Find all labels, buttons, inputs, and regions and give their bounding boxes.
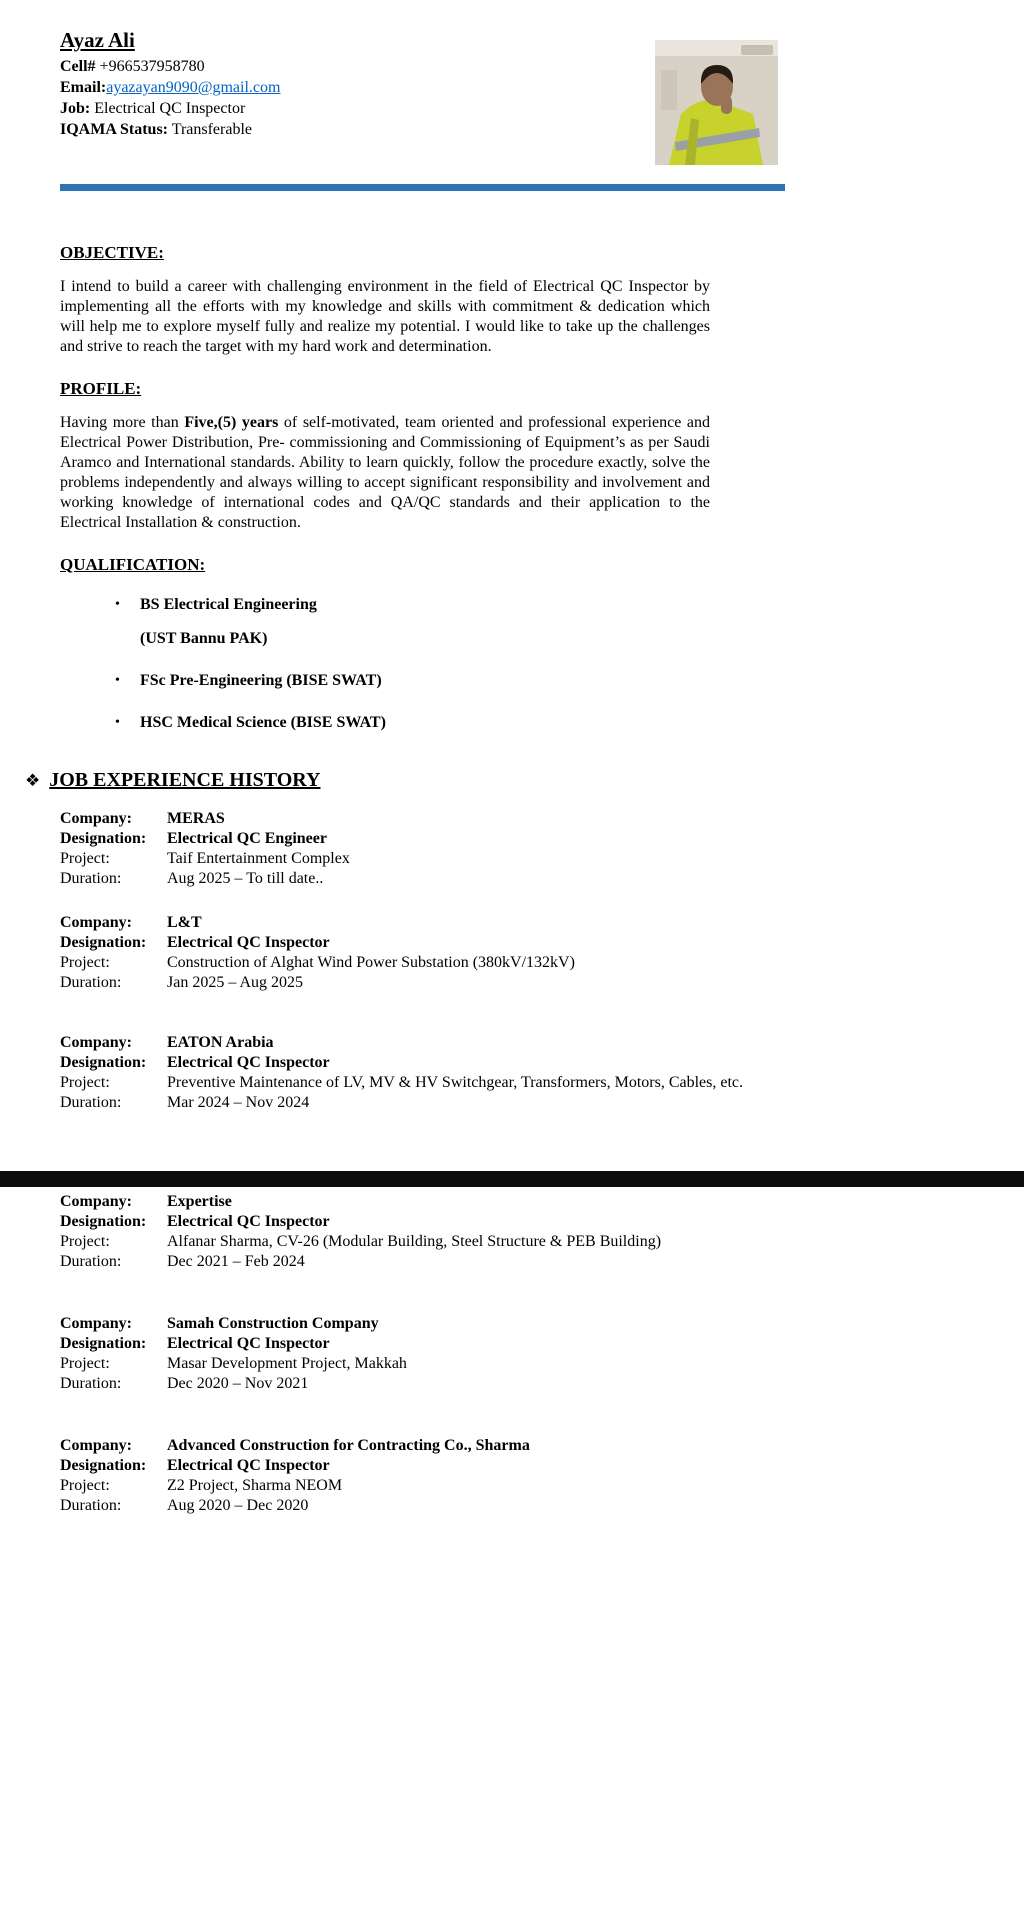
duration-value: Aug 2025 – To till date.. [167, 870, 324, 887]
project-label: Project: [60, 1477, 110, 1494]
company-value: Advanced Construction for Contracting Co., Sharma [167, 1437, 530, 1454]
duration-label: Duration: [60, 1253, 122, 1270]
email-label: Email: [60, 79, 107, 96]
company-value: L&T [167, 914, 202, 931]
company-value: Samah Construction Company [167, 1315, 379, 1332]
qualification-line: BS Electrical Engineering [140, 596, 317, 613]
project-value: Taif Entertainment Complex [167, 850, 350, 867]
job-entry-expertise [60, 1192, 980, 1272]
profile-text-lead: Having more than [60, 414, 185, 431]
iqama-label: IQAMA Status: [60, 121, 169, 138]
designation-value: Electrical QC Inspector [167, 1054, 330, 1071]
qualification-line: HSC Medical Science (BISE SWAT) [140, 714, 386, 731]
designation-value: Electrical QC Engineer [167, 830, 327, 847]
company-label: Company: [60, 914, 133, 931]
project-label: Project: [60, 1074, 110, 1091]
qualification-item [115, 671, 1024, 691]
qualification-list [115, 595, 1024, 733]
qualification-line: FSc Pre-Engineering (BISE SWAT) [140, 672, 382, 689]
designation-label: Designation: [60, 1213, 147, 1230]
iqama-value: Transferable [171, 121, 253, 138]
bullet-icon: • [115, 673, 120, 688]
project-label: Project: [60, 1233, 110, 1250]
duration-value: Dec 2021 – Feb 2024 [167, 1253, 305, 1270]
candidate-name: Ayaz Ali [60, 28, 135, 52]
contact-job [60, 98, 1024, 119]
qualification-heading: QUALIFICATION: [60, 555, 206, 574]
job-entry-samah [60, 1314, 980, 1394]
designation-value: Electrical QC Inspector [167, 1335, 330, 1352]
contact-iqama [60, 119, 1024, 140]
experience-heading [25, 767, 1024, 795]
designation-label: Designation: [60, 830, 147, 847]
objective-heading: OBJECTIVE: [60, 243, 164, 262]
designation-value: Electrical QC Inspector [167, 1213, 330, 1230]
profile-text-bold: Five,(5) years [184, 414, 279, 431]
profile-text-rest: of self-motivated, team oriented and professional experience and Electrical Power Distribution, Pre- commissioning and Commissioning of Equipment’s as per Saudi Aramco and International standards. Ability to learn quickly, follow the procedure exactly, solve the problems independently and always willing to accept significant responsibility and involvement and working knowledge of international codes and QA/QC standards and their application to the Electrical Installation & construction. [60, 414, 710, 531]
duration-label: Duration: [60, 974, 122, 991]
company-value: Expertise [167, 1193, 232, 1210]
designation-label: Designation: [60, 1054, 147, 1071]
designation-label: Designation: [60, 1457, 147, 1474]
contact-cell [60, 56, 1024, 77]
contact-email [60, 77, 1024, 98]
objective-section [0, 241, 1024, 357]
company-label: Company: [60, 1034, 133, 1051]
project-value: Construction of Alghat Wind Power Substation (380kV/132kV) [167, 954, 575, 971]
project-value: Masar Development Project, Makkah [167, 1355, 407, 1372]
duration-value: Jan 2025 – Aug 2025 [167, 974, 303, 991]
qualification-item [115, 713, 1024, 733]
job-entry-meras [60, 809, 980, 889]
profile-heading: PROFILE: [60, 379, 142, 398]
duration-value: Aug 2020 – Dec 2020 [167, 1497, 309, 1514]
duration-label: Duration: [60, 1497, 122, 1514]
experience-title: JOB EXPERIENCE HISTORY [49, 769, 321, 791]
qualification-line: (UST Bannu PAK) [140, 630, 268, 647]
email-link[interactable]: ayazayan9090@gmail.com [106, 79, 281, 96]
company-label: Company: [60, 1315, 133, 1332]
project-value: Alfanar Sharma, CV-26 (Modular Building, Steel Structure & PEB Building) [167, 1233, 662, 1250]
designation-label: Designation: [60, 934, 147, 951]
company-value: EATON Arabia [167, 1034, 274, 1051]
job-value: Electrical QC Inspector [94, 100, 246, 117]
diamond-bullet-icon: ❖ [25, 771, 41, 790]
cell-value: +966537958780 [99, 58, 205, 75]
header-divider [60, 184, 785, 191]
duration-label: Duration: [60, 870, 122, 887]
profile-section [0, 377, 1024, 533]
company-value: MERAS [167, 810, 225, 827]
company-label: Company: [60, 1437, 133, 1454]
duration-label: Duration: [60, 1375, 122, 1392]
designation-value: Electrical QC Inspector [167, 1457, 330, 1474]
qualification-section [0, 553, 1024, 733]
project-value: Z2 Project, Sharma NEOM [167, 1477, 343, 1494]
company-label: Company: [60, 1193, 133, 1210]
identity-block [60, 26, 1024, 140]
job-entry-lt [60, 913, 980, 993]
project-label: Project: [60, 850, 110, 867]
duration-label: Duration: [60, 1094, 122, 1111]
page-break-bar [0, 1171, 1024, 1187]
cell-label: Cell# [60, 58, 96, 75]
designation-value: Electrical QC Inspector [167, 934, 330, 951]
project-label: Project: [60, 954, 110, 971]
job-entry-advanced-construction [60, 1436, 980, 1516]
resume-header [0, 0, 1024, 140]
designation-label: Designation: [60, 1335, 147, 1352]
profile-photo [655, 40, 778, 165]
profile-text [60, 413, 710, 533]
bullet-icon: • [115, 597, 120, 612]
objective-text: I intend to build a career with challenging environment in the field of Electrical QC Inspector by implementing all the efforts with my knowledge and skills with commitment & dedication which will help me to explore myself fully and realize my potential. I would like to take up the challenges and strive to reach the target with my hard work and determination. [60, 278, 710, 355]
duration-value: Dec 2020 – Nov 2021 [167, 1375, 309, 1392]
project-label: Project: [60, 1355, 110, 1372]
qualification-item [115, 595, 1024, 649]
duration-value: Mar 2024 – Nov 2024 [167, 1094, 310, 1111]
job-entry-eaton [60, 1033, 980, 1113]
job-label: Job: [60, 100, 91, 117]
project-value: Preventive Maintenance of LV, MV & HV Switchgear, Transformers, Motors, Cables, etc. [167, 1074, 744, 1091]
company-label: Company: [60, 810, 133, 827]
bullet-icon: • [115, 715, 120, 730]
